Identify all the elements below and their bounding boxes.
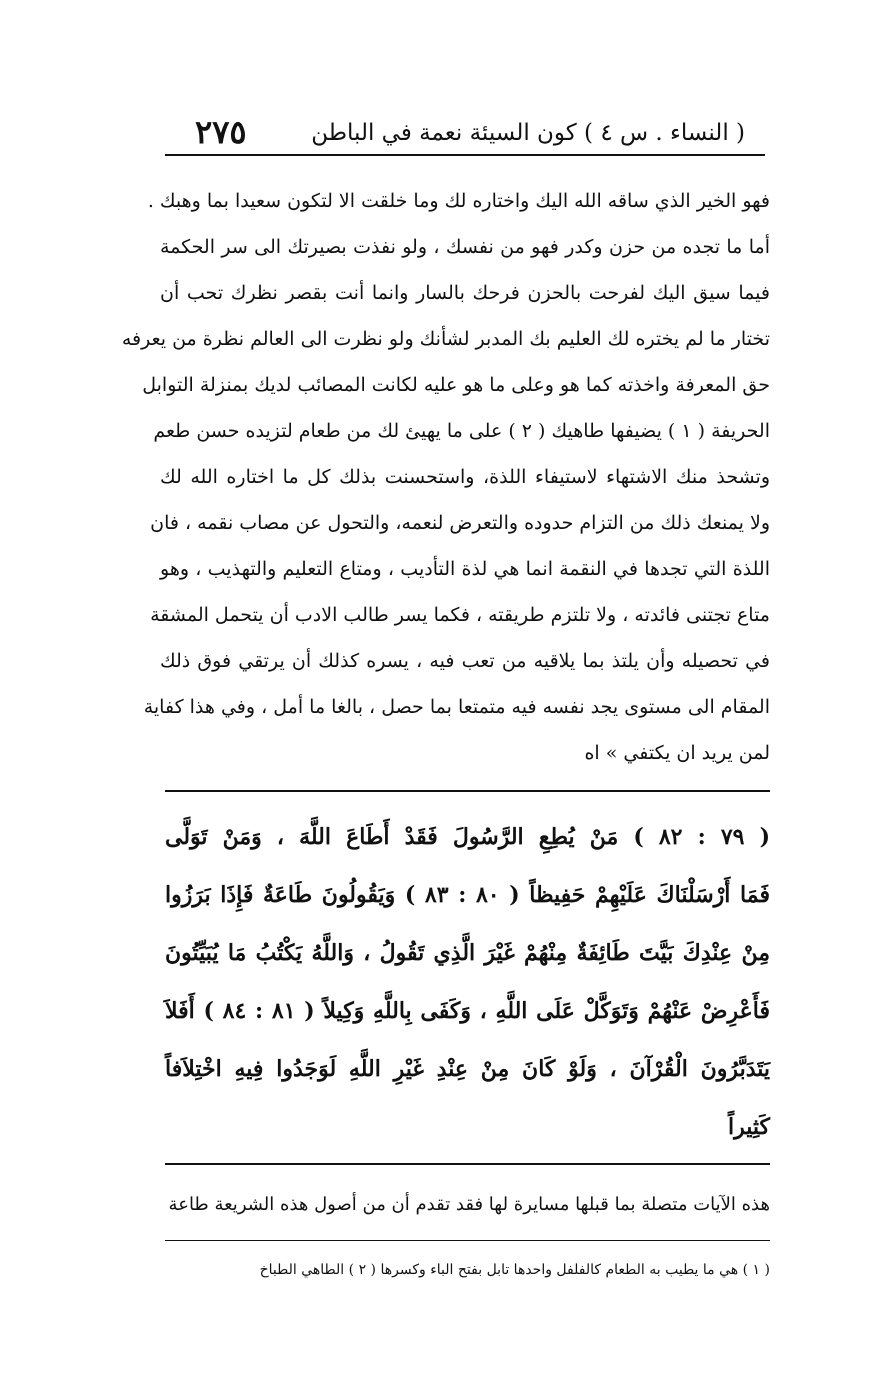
- tafsir-body-text: [121, 178, 771, 776]
- text-line: المقام الى مستوى يجد نفسه فيه متمتعا بما حصل ، بالغا ما أمل ، وفي هذا كفاية: [143, 696, 770, 718]
- text-line: فهو الخير الذي ساقه الله اليك واختاره لك وما خلقت الا لتكون سعيدا بما وهبك .: [147, 190, 770, 212]
- text-line: تختار ما لم يختره لك العليم بك المدبر لشأنك ولو نظرت الى العالم نظرة من يعرفه: [121, 328, 770, 350]
- text-line: فيما سيق اليك لفرحت بالحزن فرحك بالسار وانما أنت بقصر نظرك تحب أن: [160, 282, 770, 304]
- text-line: الحريفة ( ١ ) يضيفها طاهيك ( ٢ ) على ما يهيئ لك من طعام لتزيده حسن طعم: [153, 420, 770, 442]
- section-divider-bottom: [165, 1163, 770, 1165]
- quran-verses: [165, 808, 770, 1156]
- verse-line: فَمَا أَرْسَلْنَاكَ عَلَيْهِمْ حَفِيظاً ( ٨٠ : ٨٣ ) وَيَقُولُونَ طَاعَةٌ فَإِذَا بَرَزُوا: [165, 882, 770, 908]
- page-header: [165, 108, 765, 156]
- text-line: متاع تجتنى فائدته ، ولا تلتزم طريقته ، فكما يسر طالب الادب أن يتحمل المشقة: [150, 604, 770, 626]
- page-number: ٢٧٥: [195, 113, 247, 151]
- verse-line: مِنْ عِنْدِكَ بَيَّتَ طَائِفَةٌ مِنْهُمْ غَيْرَ الَّذِي تَقُولُ ، وَاللَّهُ يَكْتُبُ مَا يُبَيِّتُونَ: [165, 940, 770, 966]
- text-line: لمن يريد ان يكتفي » اه: [584, 742, 770, 764]
- running-title: ( النساء . س ٤ ) كون السيئة نعمة في الباطن: [311, 120, 745, 146]
- text-line: ولا يمنعك ذلك من التزام حدوده والتعرض لنعمه، والتحول عن مصاب نقمه ، فان: [150, 512, 770, 534]
- text-line: وتشحذ منك الاشتهاء لاستيفاء اللذة، واستحسنت بذلك كل ما اختاره الله لك: [160, 466, 770, 488]
- text-line: اللذة التي تجدها في النقمة انما هي لذة التأديب ، ومتاع التعليم والتهذيب ، وهو: [160, 558, 770, 580]
- footnote-divider: [165, 1240, 770, 1241]
- commentary-text: هذه الآيات متصلة بما قبلها مسايرة لها فقد تقدم أن من أصول هذه الشريعة طاعة: [168, 1194, 770, 1215]
- text-line: في تحصيله وأن يلتذ بما يلاقيه من تعب فيه ، يسره كذلك أن يرتقي فوق ذلك: [160, 650, 771, 672]
- verse-line: فَأَعْرِضْ عَنْهُمْ وَتَوَكَّلْ عَلَى اللَّهِ ، وَكَفَى بِاللَّهِ وَكِيلاً ( ٨١ : ٨٤ ) أَفَلاَ: [165, 998, 771, 1024]
- section-divider-top: [165, 790, 770, 792]
- text-line: حق المعرفة واخذته كما هو وعلى ما هو عليه لكانت المصائب لديك بمنزلة التوابل: [142, 374, 770, 396]
- footnote-text: ( ١ ) هي ما يطيب به الطعام كالفلفل واحدها تابل بفتح الباء وكسرها ( ٢ ) الطاهي الطباخ: [259, 1262, 770, 1278]
- verse-line: كَثِيراً: [727, 1114, 770, 1140]
- text-line: أما ما تجده من حزن وكدر فهو من نفسك ، ولو نفذت بصيرتك الى سر الحكمة: [160, 236, 770, 258]
- verse-line: ( ٧٩ : ٨٢ ) مَنْ يُطِعِ الرَّسُولَ فَقَدْ أَطَاعَ اللَّهَ ، وَمَنْ تَوَلَّى: [165, 824, 770, 850]
- verse-line: يَتَدَبَّرُونَ الْقُرْآنَ ، وَلَوْ كَانَ مِنْ عِنْدِ غَيْرِ اللَّهِ لَوَجَدُوا فِيهِ اخْتِلاَفاً: [165, 1056, 770, 1082]
